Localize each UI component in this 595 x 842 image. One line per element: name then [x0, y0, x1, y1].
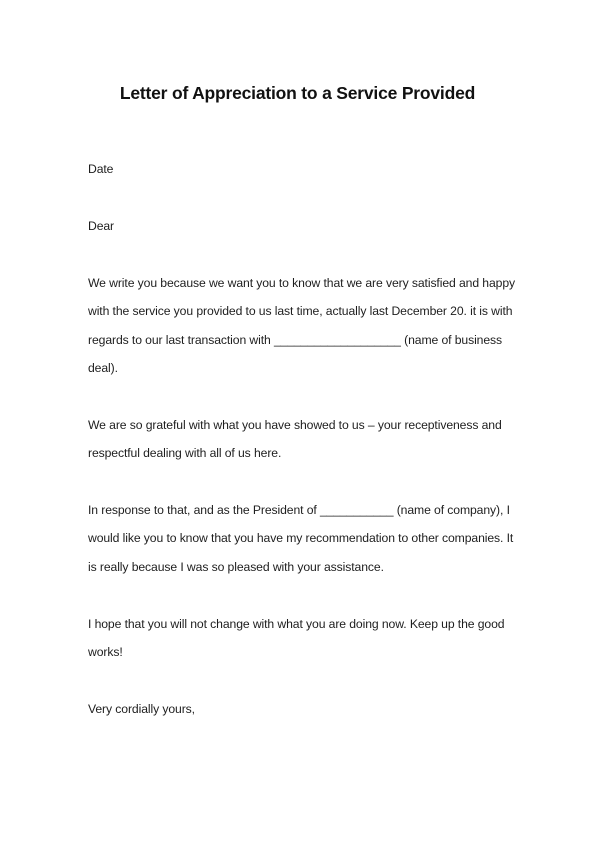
date-label: Date	[88, 162, 114, 176]
paragraph-1-line: with the service you provided to us last time, actually last December 20. it is with	[88, 304, 513, 318]
letter-title: Letter of Appreciation to a Service Provided	[119, 83, 476, 103]
paragraph-3-line: In response to that, and as the President of ___________ (name of company), I	[88, 503, 510, 517]
salutation: Dear	[88, 219, 115, 233]
paragraph-1-line: deal).	[88, 361, 118, 375]
paragraph-2-line: respectful dealing with all of us here.	[88, 446, 282, 460]
paragraph-3-line: would like you to know that you have my recommendation to other companies. It	[88, 531, 514, 545]
paragraph-3-line: is really because I was so pleased with your assistance.	[88, 560, 384, 574]
paragraph-2-line: We are so grateful with what you have showed to us – your receptiveness and	[88, 418, 502, 432]
paragraph-1-line: We write you because we want you to know that we are very satisfied and happy	[88, 276, 515, 290]
paragraph-1-line: regards to our last transaction with ___________________ (name of business	[88, 333, 503, 347]
paragraph-4-line: works!	[88, 645, 123, 659]
closing: Very cordially yours,	[88, 702, 195, 716]
paragraph-4-line: I hope that you will not change with what you are doing now. Keep up the good	[88, 617, 505, 631]
